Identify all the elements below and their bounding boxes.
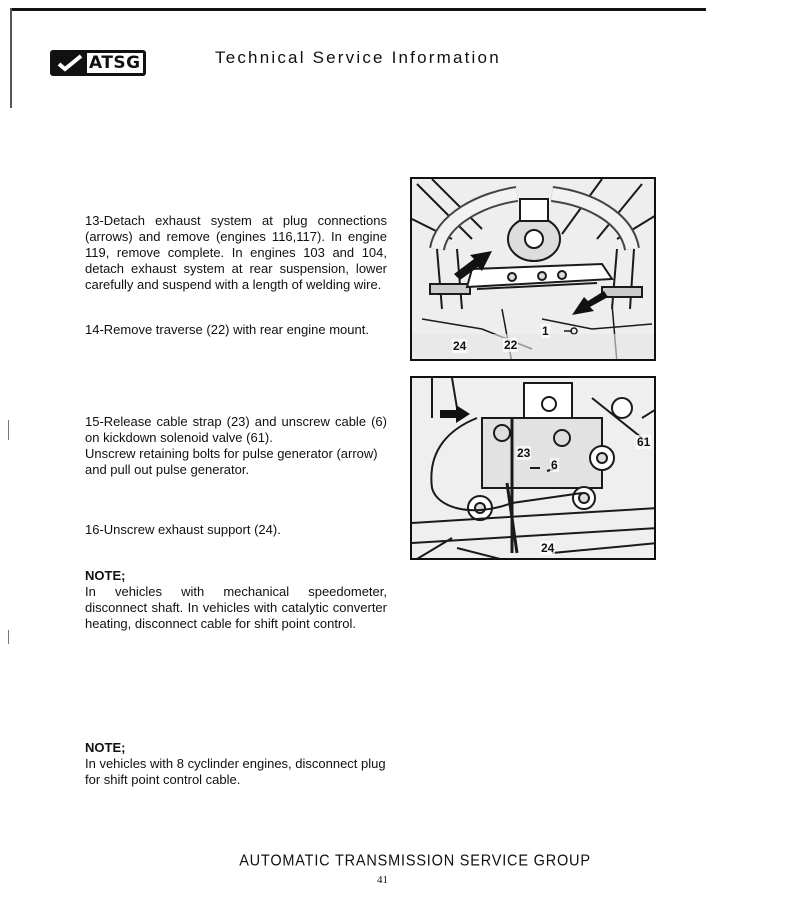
callout-22: 22: [504, 338, 518, 352]
footer-org: [0, 853, 800, 869]
checkmark-icon: [53, 53, 87, 73]
atsg-logo: [50, 50, 146, 76]
note-1: [85, 568, 387, 632]
scan-edge-mark: [8, 630, 9, 644]
page-number: [0, 874, 800, 886]
callout-6: 6: [551, 458, 558, 472]
logo-text: ATSG: [89, 53, 141, 73]
scan-edge-mark: [8, 420, 9, 440]
page-top-rule: [10, 8, 706, 11]
callout-61: 61: [637, 435, 651, 449]
callout-24: 24: [453, 339, 467, 353]
note-body: In vehicles with mechanical speedometer, disconnect shaft. In vehicles with catalytic converter heating, disconnect cable for shift point control.: [85, 584, 387, 631]
solenoid-illustration: [412, 378, 656, 560]
callout-24: 24: [541, 541, 555, 555]
footer-org-text: AUTOMATIC TRANSMISSION SERVICE GROUP: [239, 852, 591, 870]
step-15-line-2: Unscrew retaining bolts for pulse generator (arrow) and pull out pulse generator.: [85, 446, 378, 477]
note-heading: NOTE;: [85, 568, 126, 583]
callout-1: 1: [542, 324, 549, 338]
note-body: In vehicles with 8 cyclinder engines, disconnect plug for shift point control cable.: [85, 756, 386, 787]
step-14: 14-Remove traverse (22) with rear engine mount.: [85, 322, 369, 337]
note-2: [85, 740, 387, 788]
figure-kickdown-solenoid: [410, 376, 656, 560]
exhaust-illustration: [412, 179, 656, 361]
step-15: [85, 414, 387, 478]
callout-23: 23: [517, 446, 531, 460]
step-16: 16-Unscrew exhaust support (24).: [85, 522, 281, 537]
step-13: 13-Detach exhaust system at plug connections (arrows) and remove (engines 116,117). In engine 119, remove complete. In engines 103 and 104, detach exhaust system at rear suspension, lower carefully and suspend with a length of welding wire.: [85, 213, 387, 292]
step-15-line-1: 15-Release cable strap (23) and unscrew cable (6) on kickdown solenoid valve (61).: [85, 414, 387, 445]
page-left-rule: [10, 8, 12, 108]
page-title: Technical Service Information: [215, 48, 501, 67]
figure-exhaust-traverse: [410, 177, 656, 361]
note-heading: NOTE;: [85, 740, 126, 755]
page-number-text: 41: [377, 874, 388, 886]
